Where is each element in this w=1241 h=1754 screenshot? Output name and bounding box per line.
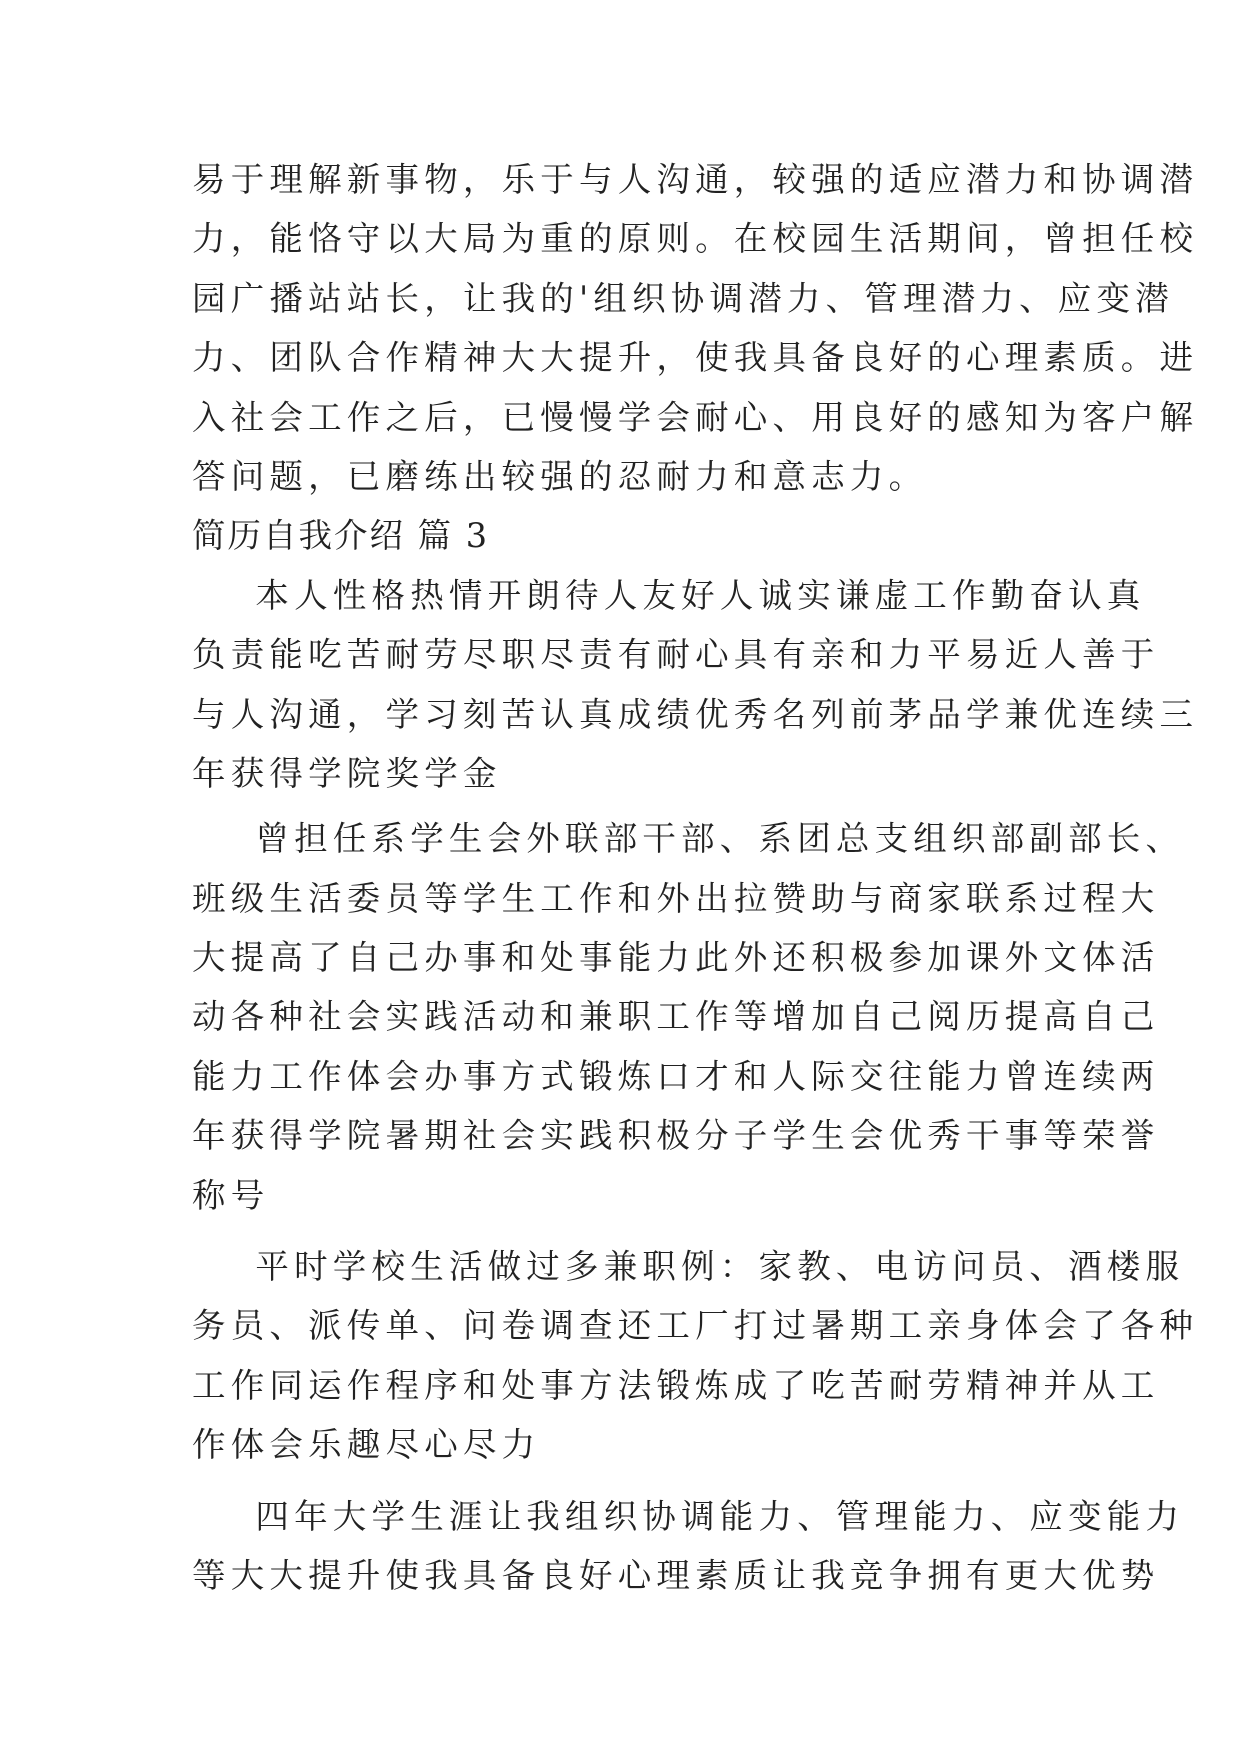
text-line: 年获得学院奖学金: [192, 753, 502, 793]
text-line: 负责能吃苦耐劳尽职尽责有耐心具有亲和力平易近人善于: [192, 635, 1160, 675]
text-line: 入社会工作之后，已慢慢学会耐心、用良好的感知为客户解: [192, 397, 1199, 437]
paragraph-2: [192, 809, 1185, 1225]
text-line: 与人沟通，学习刻苦认真成绩优秀名列前茅品学兼优连续三: [192, 694, 1199, 734]
text-line: 力、团队合作精神大大提升，使我具备良好的心理素质。进: [192, 338, 1199, 378]
paragraph-4: [192, 1487, 1185, 1606]
text-line: 工作同运作程序和处事方法锻炼成了吃苦耐劳精神并从工: [192, 1365, 1160, 1405]
text-line: 大提高了自己办事和处事能力此外还积极参加课外文体活: [192, 938, 1160, 978]
text-line: 动各种社会实践活动和兼职工作等增加自己阅历提高自己: [192, 997, 1160, 1037]
text-line: 平时学校生活做过多兼职例：家教、电访问员、酒楼服: [192, 1247, 1185, 1287]
text-line: 务员、派传单、问卷调查还工厂打过暑期工亲身体会了各种: [192, 1306, 1199, 1346]
text-line: 力，能恪守以大局为重的原则。在校园生活期间，曾担任校: [192, 219, 1199, 259]
paragraph-3: [192, 1237, 1199, 1475]
text-line: 等大大提升使我具备良好心理素质让我竞争拥有更大优势: [192, 1555, 1160, 1595]
text-line: 园广播站站长，让我的'组织协调潜力、管理潜力、应变潜: [192, 278, 1174, 318]
section-heading: 简历自我介绍 篇 3: [192, 516, 490, 556]
text-line: 作体会乐趣尽心尽力: [192, 1425, 541, 1465]
text-line: 班级生活委员等学生工作和外出拉赞助与商家联系过程大: [192, 878, 1160, 918]
text-line: 四年大学生涯让我组织协调能力、管理能力、应变能力: [192, 1496, 1185, 1536]
text-line: 曾担任系学生会外联部干部、系团总支组织部副部长、: [192, 819, 1185, 859]
text-line: 答问题，已磨练出较强的忍耐力和意志力。: [192, 456, 928, 496]
paragraph-1: [192, 566, 1199, 804]
document-body: [192, 150, 1199, 1605]
text-line: 本人性格热情开朗待人友好人诚实谦虚工作勤奋认真: [192, 575, 1146, 615]
text-line: 年获得学院暑期社会实践积极分子学生会优秀干事等荣誉: [192, 1116, 1160, 1156]
text-line: 称号: [192, 1175, 270, 1215]
top-paragraph: [192, 150, 1199, 506]
text-line: 能力工作体会办事方式锻炼口才和人际交往能力曾连续两: [192, 1056, 1160, 1096]
text-line: 易于理解新事物，乐于与人沟通，较强的适应潜力和协调潜: [192, 160, 1199, 199]
